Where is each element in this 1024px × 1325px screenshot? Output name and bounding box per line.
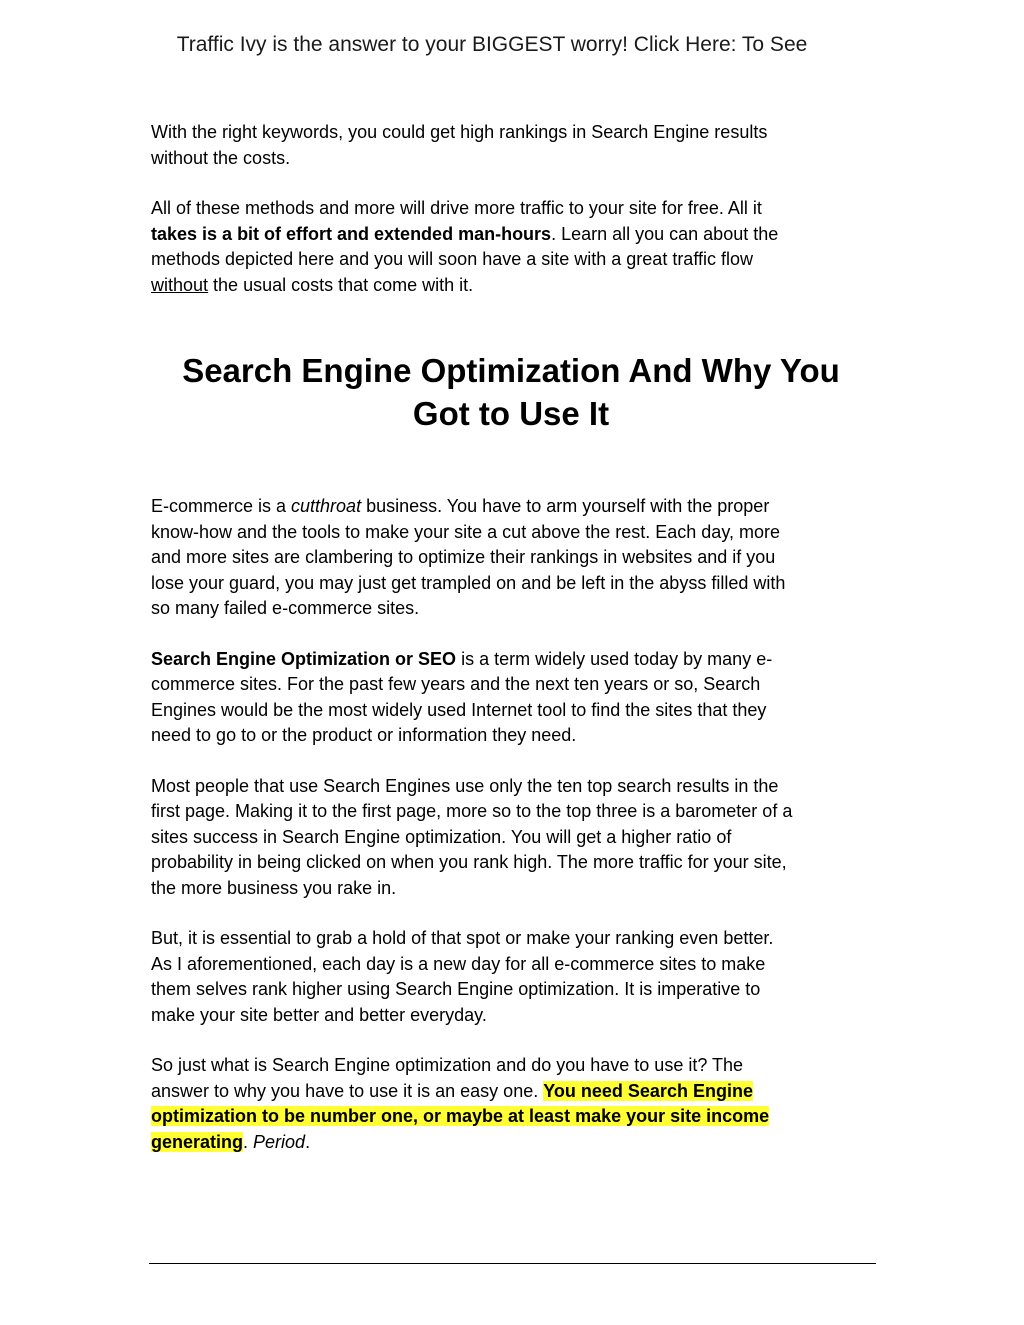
paragraph-top-results — [151, 774, 876, 902]
p4-line3: Engines would be the most widely used Internet tool to find the sites that they — [151, 699, 767, 720]
p2-bold-effort: takes is a bit of effort and extended man-hours — [151, 223, 552, 244]
p3-line2: know-how and the tools to make your site a cut above the rest. Each day, more — [151, 521, 780, 542]
p6-line4: make your site better and better everyday. — [151, 1004, 487, 1025]
p7-highlight-1: You need Search Engine — [543, 1080, 753, 1101]
p6-line2: As I aforementioned, each day is a new day for all e-commerce sites to make — [151, 953, 766, 974]
p2-after-bold: . Learn all you can about the — [551, 223, 779, 244]
p5-line2: first page. Making it to the first page, more so to the top three is a barometer of a — [151, 801, 793, 821]
heading-line2: Got to Use It — [412, 395, 610, 432]
p2-line4-rest: the usual costs that come with it. — [208, 274, 474, 295]
p3-start: E-commerce is a — [151, 496, 292, 516]
p7-line2-start: answer to why you have to use it is an easy one. — [151, 1080, 544, 1101]
paragraph-ranking — [151, 926, 876, 1028]
p2-underlined-without: without — [151, 274, 209, 295]
p2-line3: methods depicted here and you will soon have a site with a great traffic flow — [151, 249, 754, 269]
p7-line1: So just what is Search Engine optimization and do you have to use it? The — [151, 1055, 744, 1075]
p3-line4: lose your guard, you may just get trampled on and be left in the abyss filled with — [151, 572, 786, 593]
p5-line1: Most people that use Search Engines use only the ten top search results in the — [151, 775, 779, 796]
p5-line4: probability in being clicked on when you rank high. The more traffic for your site, — [151, 852, 787, 872]
footer-divider — [149, 1263, 876, 1264]
p3-line1-rest: business. You have to arm yourself with the proper — [361, 496, 770, 516]
p7-period-sep: . — [243, 1131, 254, 1152]
document-body — [151, 120, 876, 1155]
p3-line3: and more sites are clambering to optimize their rankings in websites and if you — [151, 547, 776, 567]
p4-line1-rest: is a term widely used today by many e- — [456, 648, 773, 669]
p2-line1: All of these methods and more will drive more traffic to your site for free. All it — [151, 198, 762, 218]
p7-highlight-2: optimization to be number one, or maybe at least make your site income — [151, 1106, 770, 1126]
p7-highlight-3: generating — [151, 1131, 244, 1152]
paragraph-methods — [151, 196, 876, 298]
section-heading — [151, 349, 876, 435]
p5-line3: sites success in Search Engine optimization. You will get a higher ratio of — [151, 826, 732, 847]
p4-line4: need to go to or the product or information they need. — [151, 725, 577, 745]
p3-italic-cutthroat: cutthroat — [291, 496, 362, 516]
p6-line3: them selves rank higher using Search Engine optimization. It is imperative to — [151, 979, 761, 999]
paragraph-ecommerce — [151, 494, 876, 622]
p4-bold-seo: Search Engine Optimization or SEO — [151, 648, 457, 669]
p1-line2: without the costs. — [151, 147, 291, 168]
paragraph-conclusion — [151, 1053, 876, 1155]
paragraph-keywords — [151, 120, 876, 171]
paragraph-seo-definition — [151, 647, 876, 749]
p5-line5: the more business you rake in. — [151, 877, 397, 898]
heading-line1: Search Engine Optimization And Why You — [182, 352, 840, 389]
p7-italic-period: Period — [253, 1131, 306, 1152]
header-banner-text: Traffic Ivy is the answer to your BIGGEST worry! — [176, 33, 628, 56]
p6-line1: But, it is essential to grab a hold of that spot or make your ranking even better. — [151, 928, 774, 948]
p4-line2: commerce sites. For the past few years and the next ten years or so, Search — [151, 674, 761, 694]
header-click-here-link[interactable]: Click Here: To See — [633, 33, 808, 56]
p3-line5: so many failed e-commerce sites. — [151, 598, 420, 618]
p7-final-dot: . — [305, 1131, 311, 1152]
page-header — [0, 31, 984, 59]
p1-line1: With the right keywords, you could get high rankings in Search Engine results — [151, 122, 768, 142]
